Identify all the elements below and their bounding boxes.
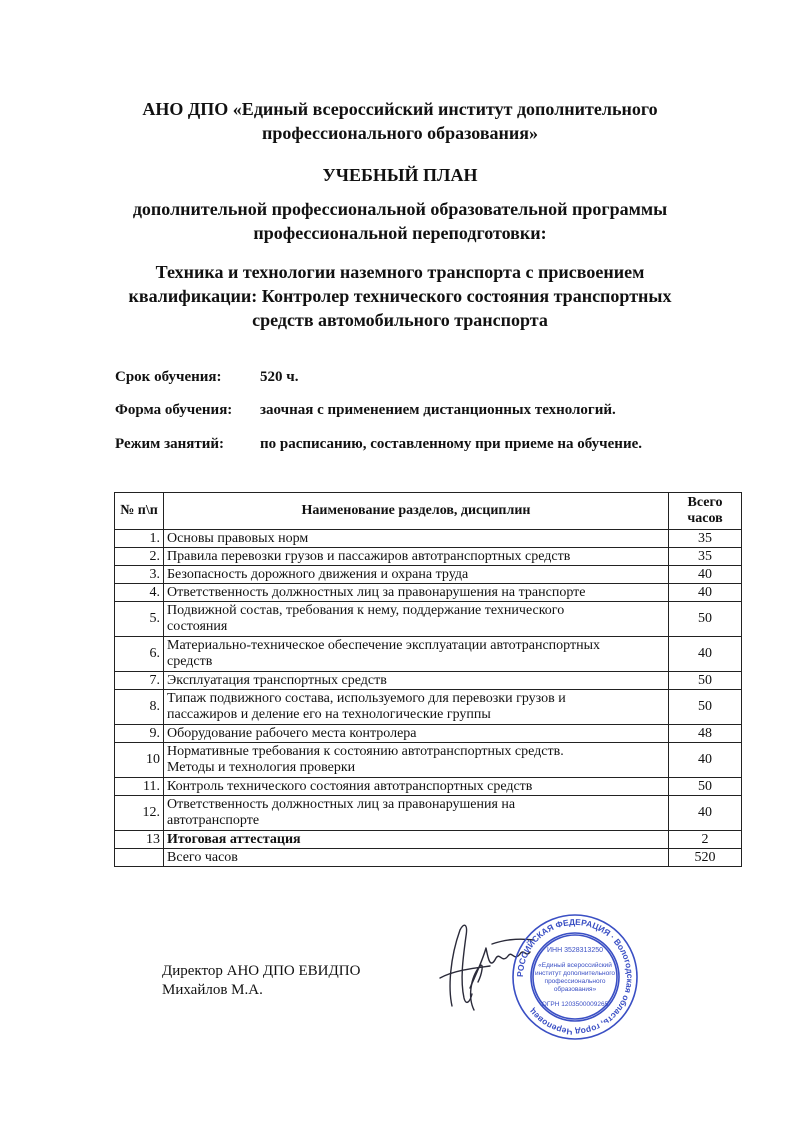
table-row — [115, 690, 742, 725]
column-name-header: Наименование разделов, дисциплин — [164, 493, 669, 530]
discipline-hours: 40 — [669, 796, 742, 831]
director-block — [162, 962, 360, 1000]
discipline-hours: 50 — [669, 602, 742, 637]
total-label: Всего часов — [164, 849, 669, 867]
curriculum-table — [114, 492, 742, 867]
table-row — [115, 602, 742, 637]
director-name: Михайлов М.А. — [162, 982, 263, 998]
discipline-hours: 50 — [669, 672, 742, 690]
table-row — [115, 725, 742, 743]
row-number: 10 — [115, 743, 164, 778]
table-row — [115, 530, 742, 548]
form-value: заочная с применением дистанционных технологий. — [260, 402, 616, 418]
mode-label: Режим занятий: — [115, 436, 225, 452]
stamp-outer-text: РОССИЙСКАЯ ФЕДЕРАЦИЯ · Вологодская область, город Череповец — [514, 916, 636, 1038]
discipline-name: Итоговая аттестация — [164, 831, 669, 849]
discipline-hours: 50 — [669, 690, 742, 725]
discipline-name: Контроль технического состояния автотранспортных средств — [164, 778, 669, 796]
column-hours-header: Всего часов — [669, 493, 742, 530]
row-number: 1. — [115, 530, 164, 548]
row-number: 3. — [115, 566, 164, 584]
organization-stamp — [510, 912, 640, 1042]
mode-value: по расписанию, составленному при приеме на обучение. — [260, 436, 642, 452]
mode-info — [115, 434, 642, 454]
duration-value: 520 ч. — [260, 369, 299, 385]
discipline-name: Безопасность дорожного движения и охрана труда — [164, 566, 669, 584]
table-row — [115, 778, 742, 796]
discipline-name: Ответственность должностных лиц за правонарушения на транспорте — [164, 584, 669, 602]
table-row — [115, 743, 742, 778]
discipline-hours: 40 — [669, 743, 742, 778]
discipline-hours: 35 — [669, 548, 742, 566]
row-number: 5. — [115, 602, 164, 637]
row-number: 8. — [115, 690, 164, 725]
discipline-hours: 48 — [669, 725, 742, 743]
discipline-hours: 40 — [669, 566, 742, 584]
table-row — [115, 637, 742, 672]
stamp-inn: ИНН 3528313250 — [546, 947, 604, 954]
discipline-name: Правила перевозки грузов и пассажиров автотранспортных средств — [164, 548, 669, 566]
discipline-name: Оборудование рабочего места контролера — [164, 725, 669, 743]
row-number: 2. — [115, 548, 164, 566]
discipline-hours: 40 — [669, 637, 742, 672]
stamp-center-line4: образования» — [553, 986, 597, 993]
director-title: Директор АНО ДПО ЕВИДПО — [162, 963, 361, 979]
discipline-name: Нормативные требования к состоянию автотранспортных средств. Методы и технология проверки — [164, 743, 669, 778]
discipline-name: Основы правовых норм — [164, 530, 669, 548]
stamp-center-line2: институт дополнительного — [534, 970, 616, 977]
row-number: 12. — [115, 796, 164, 831]
column-number-header: № п\п — [115, 493, 164, 530]
duration-label: Срок обучения: — [115, 369, 222, 385]
row-number: 9. — [115, 725, 164, 743]
stamp-ogrn: ОГРН 1203500009265 — [541, 1001, 609, 1008]
row-number: 4. — [115, 584, 164, 602]
discipline-name: Ответственность должностных лиц за правонарушения на автотранспорте — [164, 796, 669, 831]
row-number: 7. — [115, 672, 164, 690]
form-info — [115, 400, 616, 420]
table-row — [115, 584, 742, 602]
discipline-hours: 40 — [669, 584, 742, 602]
organization-name: АНО ДПО «Единый всероссийский институт дополнительного профессионального образования» — [142, 99, 658, 143]
discipline-hours: 2 — [669, 831, 742, 849]
row-number: 6. — [115, 637, 164, 672]
table-row — [115, 566, 742, 584]
form-label: Форма обучения: — [115, 402, 233, 418]
discipline-hours: 50 — [669, 778, 742, 796]
total-value: 520 — [669, 849, 742, 867]
table-row — [115, 796, 742, 831]
program-name: Техника и технологии наземного транспорта с присвоением квалификации: Контролер технического состояния транспортных средств автомобильного транспорта — [128, 262, 672, 330]
discipline-name: Типаж подвижного состава, используемого для перевозки грузов и пассажиров и деление его на технологические группы — [164, 690, 669, 725]
row-number: 13 — [115, 831, 164, 849]
discipline-name: Подвижной состав, требования к нему, поддержание технического состояния — [164, 602, 669, 637]
discipline-hours: 35 — [669, 530, 742, 548]
duration-info — [115, 367, 298, 387]
table-header-row — [115, 493, 742, 530]
discipline-name: Материально-техническое обеспечение эксплуатации автотранспортных средств — [164, 637, 669, 672]
stamp-center-line1: «Единый всероссийский — [538, 962, 612, 969]
row-number: 11. — [115, 778, 164, 796]
table-row — [115, 548, 742, 566]
discipline-name: Эксплуатация транспортных средств — [164, 672, 669, 690]
table-row — [115, 672, 742, 690]
stamp-center-line3: профессионального — [544, 978, 606, 985]
total-row — [115, 849, 742, 867]
program-type: дополнительной профессиональной образовательной программы профессиональной переподготовки: — [132, 199, 668, 243]
table-row — [115, 831, 742, 849]
plan-title: УЧЕБНЫЙ ПЛАН — [322, 165, 478, 185]
